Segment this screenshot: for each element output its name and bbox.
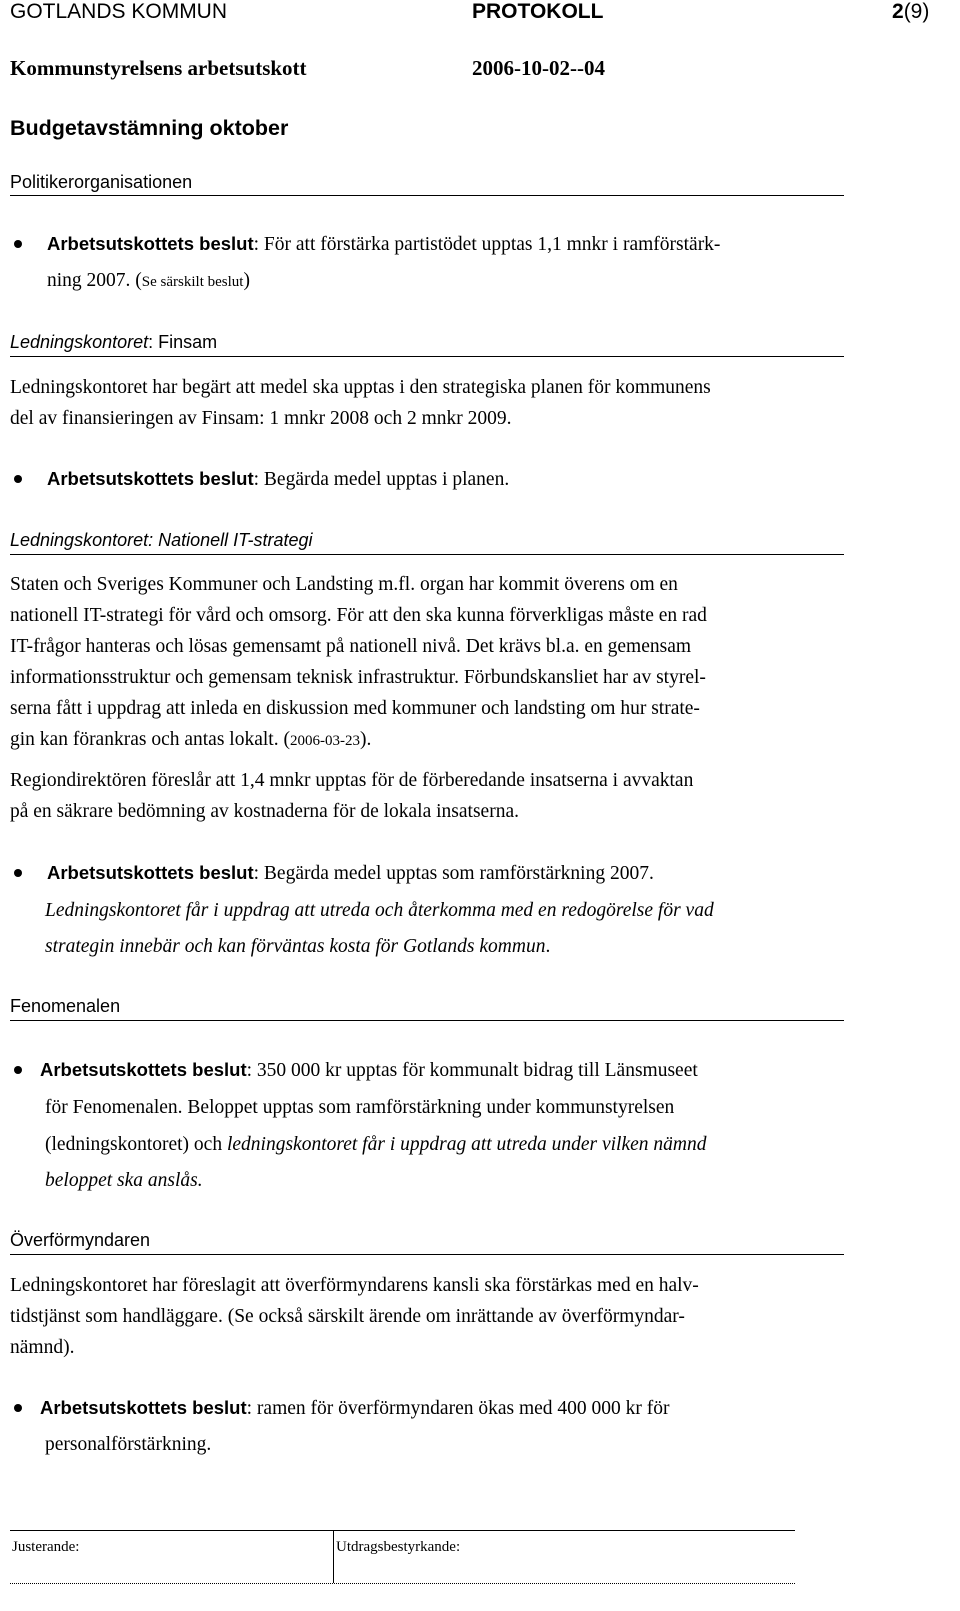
bullet-icon: [14, 1066, 22, 1074]
decision-text: : För att förstärka partistödet upptas 1,1 mnkr i ramförstärk-: [253, 234, 721, 255]
bullet-icon: [14, 475, 22, 483]
date-ref: 2006-03-23: [289, 733, 360, 749]
bullet-icon: [14, 869, 22, 877]
meeting-date: 2006-10-02--04: [472, 56, 605, 80]
paragraph-line: Staten och Sveriges Kommuner och Landsting m.fl. organ har kommit överens om en: [10, 574, 678, 595]
section-rule: [10, 1254, 844, 1255]
justerande-label: Justerande:: [12, 1539, 80, 1555]
section-heading-it-strategi: Ledningskontoret: Nationell IT-strategi: [10, 530, 313, 550]
paragraph-line: IT-frågor hanteras och lösas gemensamt på nationell nivå. Det krävs bl.a. en gemensam: [10, 636, 692, 657]
heading-part: Ledningskontoret: [10, 332, 149, 352]
italic-text: ledningskontoret får i uppdrag att utreda under vilken nämnd: [226, 1134, 707, 1155]
decision-line: [40, 1393, 670, 1424]
decision-label: Arbetsutskottets beslut: [47, 862, 254, 883]
bullet-icon: [14, 240, 22, 248]
decision-text: : 350 000 kr upptas för kommunalt bidrag till Länsmuseet: [246, 1060, 698, 1081]
heading-part: : Finsam: [148, 332, 218, 352]
decision-line: personalförstärkning.: [45, 1434, 212, 1455]
decision-line-2: [47, 266, 250, 297]
paragraph-line: serna fått i uppdrag att inleda en diskussion med kommuner och landsting om hur strate-: [10, 698, 700, 719]
decision-italic-line: [45, 932, 550, 962]
page-num: 2: [892, 0, 904, 23]
decision-text-part: ning 2007. (: [47, 270, 142, 291]
paragraph-line: [10, 725, 371, 756]
decision-text: : Begärda medel upptas som ramförstärkning 2007.: [253, 863, 654, 884]
paragraph-line: tidstjänst som handläggare. (Se också särskilt ärende om inrättande av överförmyndar-: [10, 1306, 685, 1327]
text-part: (ledningskontoret) och: [45, 1134, 227, 1155]
text-part: ).: [359, 729, 372, 750]
decision-line-1: [47, 229, 720, 260]
decision-label: Arbetsutskottets beslut: [47, 468, 254, 489]
signature-box: [10, 1530, 795, 1584]
paragraph-line: nämnd).: [10, 1337, 75, 1358]
paragraph-line: nationell IT-strategi för vård och omsorg. För att den ska kunna förverkligas måste en rad: [10, 605, 707, 626]
decision-line: [47, 858, 654, 889]
decision-line: för Fenomenalen. Beloppet upptas som ramförstärkning under kommunstyrelsen: [45, 1097, 675, 1118]
page-total: (9): [903, 0, 930, 23]
bullet-icon: [14, 1404, 22, 1412]
section-heading-overformyndaren: Överförmyndaren: [10, 1230, 151, 1250]
footer-divider: [333, 1531, 334, 1583]
decision-line: [40, 1055, 698, 1086]
org-name: GOTLANDS KOMMUN: [10, 0, 228, 23]
section-rule: [10, 356, 844, 357]
decision-line: [45, 1130, 706, 1160]
text-part: .: [545, 936, 551, 957]
decision-label: Arbetsutskottets beslut: [40, 1397, 247, 1418]
section-rule: [10, 195, 844, 196]
decision-text: : ramen för överförmyndaren ökas med 400 000 kr för: [246, 1398, 670, 1419]
section-rule: [10, 1020, 844, 1021]
decision-label: Arbetsutskottets beslut: [40, 1059, 247, 1080]
decision-italic-line: Ledningskontoret får i uppdrag att utreda och återkomma med en redogörelse för vad: [45, 900, 714, 921]
section-heading-politikerorganisationen: Politikerorganisationen: [10, 172, 193, 192]
decision-label: Arbetsutskottets beslut: [47, 233, 254, 254]
page-number: [892, 0, 929, 24]
decision-line: [47, 464, 509, 495]
utdragsbestyrkande-label: Utdragsbestyrkande:: [336, 1539, 461, 1555]
page-title: Budgetavstämning oktober: [10, 116, 289, 140]
section-rule: [10, 554, 844, 555]
decision-text: : Begärda medel upptas i planen.: [253, 469, 510, 490]
decision-italic-line: beloppet ska anslås.: [45, 1170, 203, 1191]
italic-text: strategin innebär och kan förväntas kosta för Gotlands kommun: [45, 936, 546, 957]
paragraph-line: Ledningskontoret har föreslagit att överförmyndarens kansli ska förstärkas med en halv-: [10, 1275, 699, 1296]
doc-type: PROTOKOLL: [472, 0, 604, 23]
text-part: gin kan förankras och antas lokalt. (: [10, 729, 290, 750]
committee-name: Kommunstyrelsens arbetsutskott: [10, 56, 307, 80]
decision-ref: Se särskilt beslut: [141, 274, 244, 290]
section-heading-finsam: [10, 332, 217, 353]
paragraph-line: Regiondirektören föreslår att 1,4 mnkr upptas för de förberedande insatserna i avvaktan: [10, 770, 694, 791]
paragraph-line: del av finansieringen av Finsam: 1 mnkr 2008 och 2 mnkr 2009.: [10, 408, 512, 429]
paragraph-line: på en säkrare bedömning av kostnaderna för de lokala insatserna.: [10, 801, 519, 822]
paragraph-line: Ledningskontoret har begärt att medel ska upptas i den strategiska planen för kommunens: [10, 377, 711, 398]
decision-text-part: ): [243, 270, 250, 291]
paragraph-line: informationsstruktur och gemensam teknisk infrastruktur. Förbundskansliet har av styrel-: [10, 667, 706, 688]
section-heading-fenomenalen: Fenomenalen: [10, 996, 121, 1016]
